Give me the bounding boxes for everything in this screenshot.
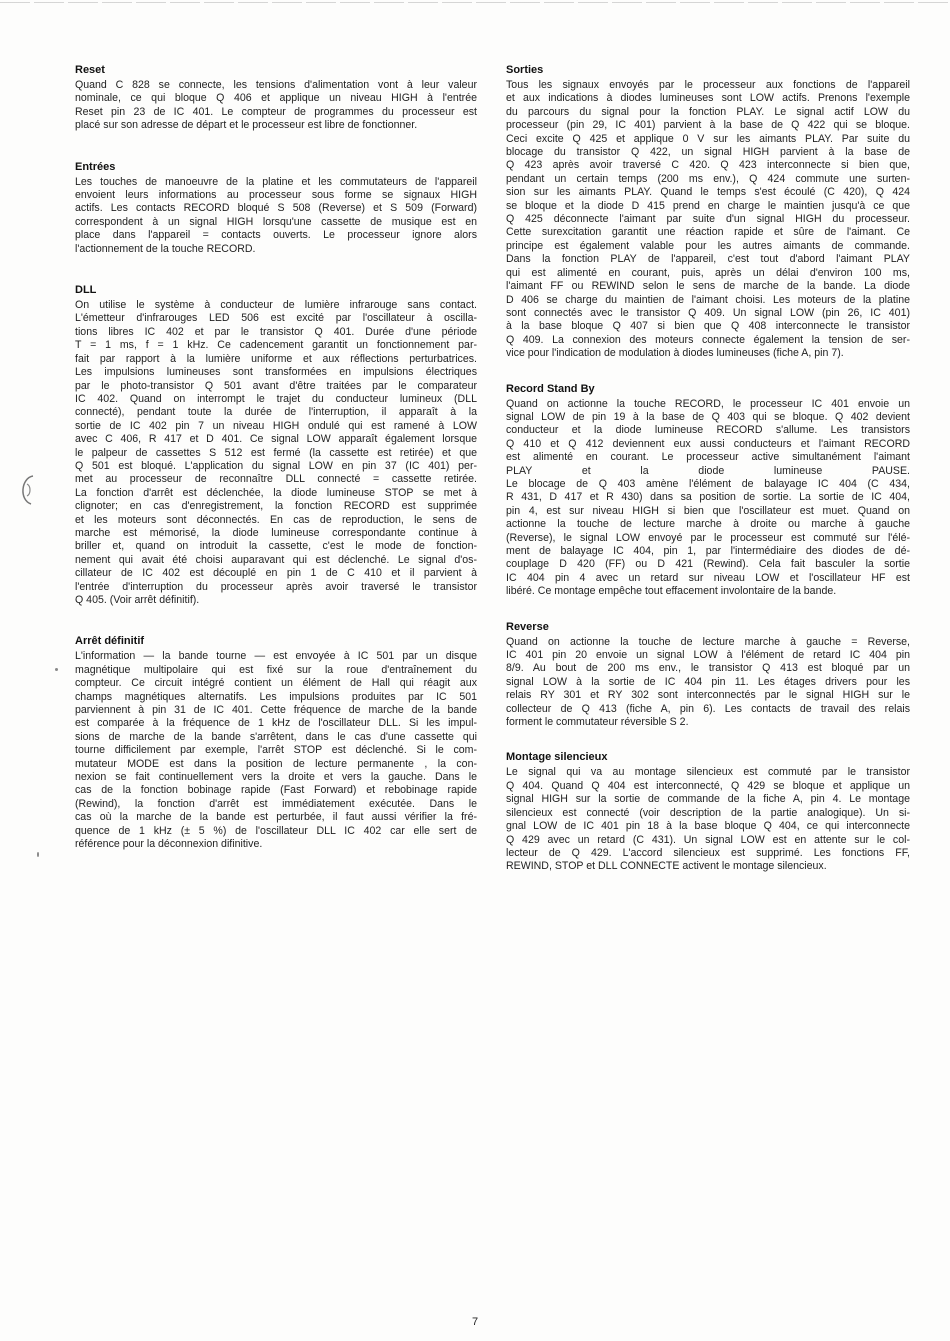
text-line: T = 1 ms, f = 1 kHz. Ce cadencement garantit un fonctionnement par- [75, 339, 477, 352]
text-line: IC 401 pin 20 envoie un signal LOW à l'élément de retard IC 404 pin [506, 649, 910, 662]
text-line: Q 404. Quand Q 404 est interconnecté, Q 429 se bloque et applique un [506, 779, 910, 792]
text-line: actifs. Les contacts RECORD bloqué S 508 (Reverse) et S 509 (Forward) [75, 202, 477, 215]
text-line: Cette surexcitation garantit une réaction rapide et sûre de l'aimant. Ce [506, 226, 910, 239]
scan-top-edge [0, 2, 950, 3]
text-line: mutateur MODE est dans la position de lecture permanente , la con- [75, 757, 477, 770]
section-title: Montage silencieux [506, 751, 608, 764]
text-line: (Rewind), la fonction d'arrêt est immédiatement exécutée. Dans le [75, 797, 477, 810]
text-line: l'entrée d'interruption du processeur après avoir traversé le transistor [75, 580, 477, 593]
text-line: principe est également valable pour les autres aimants de commande. [506, 239, 910, 252]
text-line: lecteur de Q 429. L'accord silencieux est supprimé. Les fonctions FF, [506, 846, 910, 859]
text-line: Q 429 avec un retard (C 431). Un signal LOW est en attente sur le col- [506, 833, 910, 846]
text-line: référence pour la déconnexion difinitive. [75, 838, 263, 851]
section-title: DLL [75, 284, 97, 297]
section-body [75, 176, 477, 256]
right-column [506, 64, 910, 874]
text-line: tions libres IC 402 et par le transistor Q 401. Durée d'une période [75, 325, 477, 338]
section-title: Reset [75, 64, 105, 76]
section-body [75, 299, 477, 607]
text-line: conducteur et la diode lumineuse RECORD s'allume. Les transistors [506, 424, 910, 437]
text-line: sion sur les aimants PLAY. Quand le temps s'est écoulé (C 420), Q 424 [506, 186, 910, 199]
text-line: Quand on actionne la touche RECORD, le processeur IC 401 envoie un [506, 397, 910, 410]
text-line: pendant un certain temps (200 ms env.), Q 424 commute une surten- [506, 172, 910, 185]
text-line: l'actionnement de la touche RECORD. [75, 242, 256, 255]
text-line: (Reverse), le signal LOW envoyé par le processeur est commuté sur l'élé- [506, 531, 910, 544]
text-line: Dans la fonction PLAY de l'appareil, c'est tout d'abord l'aimant PLAY [506, 253, 910, 266]
text-line: parviennent à pin 31 de IC 401. Cette fréquence de marche de la bande [75, 704, 477, 717]
text-line: IC 404 pin 4 avec un retard sur niveau LOW et l'oscillateur HF est [506, 571, 910, 584]
section-sorties [506, 64, 910, 361]
text-line: briller et, quand on introduit la cassette, c'est le mode de fonction- [75, 540, 477, 553]
section-montage-silencieux [506, 751, 910, 873]
section-dll [75, 284, 477, 607]
text-line: REWIND, STOP et DLL CONNECTE activent le montage silencieux. [506, 860, 827, 873]
text-line: gnal LOW de IC 401 pin 18 à la base bloque Q 404, ce qui interconnecte [506, 820, 910, 833]
text-line: 8/9. Au bout de 200 ms env., le transistor Q 413 est bloqué par un [506, 662, 910, 675]
text-line: envoient leurs informations au processeur sous forme se signaux HIGH [75, 189, 477, 202]
text-line: D 406 se charge du maintien de l'aimant choisi. Les moteurs de la platine [506, 293, 910, 306]
text-line: à la base bloque Q 407 si bien que Q 408 interconnecte le transistor [506, 320, 910, 333]
left-column [75, 64, 477, 852]
text-line: Quand on actionne la touche de lecture marche à gauche = Reverse, [506, 635, 910, 648]
text-line: Q 410 et Q 412 deviennent eux aussi conducteurs et l'aimant RECORD [506, 437, 910, 450]
section-body [506, 766, 910, 873]
text-line: L'information — la bande tourne — est envoyée à IC 501 par un disque [75, 650, 477, 663]
text-line: Le signal qui va au montage silencieux est commuté par le transistor [506, 766, 910, 779]
text-line: La fonction d'arrêt est déclenchée, la diode lumineuse STOP se met à [75, 486, 477, 499]
text-line: tourne difficilement par exemple, l'arrêt STOP est déclenché. Si le com- [75, 744, 477, 757]
text-line: sions de marche de la bande s'arrêtent, dans le cas d'une cassette qui [75, 730, 477, 743]
text-line: clignoter; en cas d'enregistrement, la fonction RECORD est supprimée [75, 500, 477, 513]
text-line: Q 501 est bloqué. L'application du signal LOW en pin 37 (IC 401) per- [75, 459, 477, 472]
text-line: Quand C 828 se connecte, les tensions d'alimentation vont à leur valeur [75, 79, 477, 91]
section-body [506, 398, 910, 599]
text-line: par le photo-transistor Q 501 avant d'être traitées par le comparateur [75, 379, 477, 392]
text-line: le palpeur de cassettes S 512 est fermé (la cassette est retirée) et que [75, 446, 477, 459]
text-line: signal HIGH sur la sortie de commande de la fiche A, pin 4. Le montage [506, 793, 910, 806]
text-line: marche est mémorisé, la diode lumineuse correspondante continue à [75, 526, 477, 539]
text-line: correspondent à un signal HIGH lorsqu'une cassette de musique est en [75, 215, 477, 228]
section-body [506, 636, 910, 730]
text-line: nement qui avait été choisi auparavant qui est déclenché. Le signal d'os- [75, 553, 477, 566]
text-line: Q 423 après avoir traversé C 420. Q 423 interconnecte si bien que, [506, 159, 910, 172]
scan-speck [37, 852, 39, 857]
text-line: ment de balayage IC 404, pin 1, par l'intermédiaire des diodes de dé- [506, 545, 910, 557]
text-line: Le blocage de Q 403 amène l'élément de balayage IC 404 (C 434, [506, 477, 910, 490]
text-line: libéré. Ce montage empêche tout effacement involontaire de la bande. [506, 585, 837, 598]
text-line: et les moteurs sont déconnectés. En cas de reproduction, le sens de [75, 513, 477, 526]
text-line: cillateur de IC 402 est découplé en pin 1 de C 410 et il parvient à [75, 567, 477, 580]
text-line: est comparée à la fréquence de 1 kHz de l'oscillateur DLL. Si les impul- [75, 717, 477, 730]
section-arret-definitif [75, 635, 477, 851]
section-entrees [75, 161, 477, 256]
section-record-stand-by [506, 383, 910, 599]
text-line: cas où la marche de la bande est perturbée, il faut aussi vérifier la fré- [75, 811, 477, 824]
text-line: Les impulsions lumineuses sont transformées en impulsions électriques [75, 366, 477, 379]
text-line: actionne la touche de lecture marche à droite ou marche à gauche [506, 518, 910, 531]
text-line: processeur (pin 29, IC 401) parvient à la base de Q 422 qui se bloque. [506, 119, 910, 132]
text-line: du parcours du signal pour la fonction PLAY. Le signal actif LOW du [506, 105, 910, 118]
text-line: couplage D 420 (FF) ou D 421 (Rewind). Cela fait basculer la sortie [506, 558, 910, 571]
text-line: sortie de IC 402 pin 7 un niveau HIGH ondulé qui est ramené à LOW [75, 419, 477, 432]
text-line: nexion se fait continuellement vers la droite et vers la gauche. Dans le [75, 771, 477, 784]
section-body [75, 650, 477, 851]
text-line: sont connectés avec le transistor Q 409. Un signal LOW (pin 26, IC 401) [506, 306, 910, 319]
text-line: quence de 1 kHz (± 5 %) de l'oscillateur DLL IC 402 car elle sert de [75, 824, 477, 837]
section-title: Entrées [75, 160, 116, 173]
section-title: Sorties [506, 64, 544, 76]
text-line: fait par rapport à la lumière uniforme et aux réflections perturbatrices. [75, 352, 477, 365]
text-line: Tous les signaux envoyés par le processeur aux fonctions de l'appareil [506, 79, 910, 91]
text-line: nominale, ce qui bloque Q 406 et applique un niveau HIGH à l'entrée [75, 92, 477, 105]
section-reverse [506, 621, 910, 730]
text-line: cas de la fonction bobinage rapide (Fast Forward) et rebobinage rapide [75, 784, 477, 797]
text-line: PLAY et la diode lumineuse PAUSE. [506, 464, 910, 477]
text-line: place dans l'appareil = contacts ouverts. Le processeur ignore alors [75, 229, 477, 242]
text-line: magnétique multipolaire qui est fixé sur la roue d'entraînement du [75, 663, 477, 676]
text-line: L'émetteur d'infrarouges LED 506 est excité par l'oscillateur à oscilla- [75, 312, 477, 325]
text-line: est alimenté en courant. Le processeur active simultanément l'aimant [506, 451, 910, 464]
text-line: compteur. Ce circuit intégré contient un élément de Hall qui réagit aux [75, 677, 477, 690]
section-title: Record Stand By [506, 382, 595, 395]
text-line: met au processeur de reconnaître DLL connecté = cassette retirée. [75, 473, 477, 486]
text-line: l'aimant FF ou REWIND selon le sens de marche de la bande. La diode [506, 280, 910, 293]
section-reset [75, 64, 477, 133]
text-line: Ceci excite Q 425 et applique 0 V sur les aimants PLAY. Par suite du [506, 132, 910, 145]
text-line: et aux indications à diodes lumineuses sont LOW actifs. Prenons l'exemple [506, 92, 910, 105]
section-title: Reverse [506, 620, 549, 633]
text-line: Les touches de manoeuvre de la platine et les commutateurs de l'appareil [75, 175, 477, 188]
text-line: Q 409. La connexion des moteurs connecte également la tension de ser- [506, 333, 910, 346]
text-line: Q 405. (Voir arrêt définitif). [75, 594, 200, 606]
text-line: Reset pin 23 de IC 401. Le compteur de programmes du processeur est [75, 105, 477, 118]
text-line: silencieux est connecté (voir description de la partie analogique). Un si- [506, 806, 910, 819]
text-line: IC 402. Quand on interrompt le trajet du conducteur lumineux (DLL [75, 392, 477, 405]
text-line: signal LOW à la sortie de IC 404 pin 11. Les étages drivers pour les [506, 675, 910, 688]
text-line: connecté), pendant toute la durée de l'interruption, il apparaît à la [75, 406, 477, 419]
text-line: R 431, D 417 et R 430) dans sa position de sortie. La sortie de IC 404, [506, 491, 910, 504]
text-line: collecteur de Q 413 (fiche A, pin 6). Les contacts de travail des relais [506, 702, 910, 715]
text-line: signal LOW de pin 19 à la base de Q 403 qui se bloque. Q 402 devient [506, 410, 910, 423]
text-line: champs magnétiques alternatifs. Les impulsions produites par IC 501 [75, 690, 477, 703]
text-line: blocage du transistor Q 422, un signal HIGH parvient à la base de [506, 146, 910, 159]
text-line: qui est alimenté en courant, puis, après un délai d'environ 100 ms, [506, 266, 910, 279]
text-line: placé sur son adresse de départ et le processeur est libre de fonctionner. [75, 119, 418, 132]
text-line: pin 4, est sur niveau HIGH si bien que l'oscillateur est muet. Quand on [506, 504, 910, 517]
text-line: se bloque et la diode D 415 prend en charge le maintien jusqu'à ce que [506, 199, 910, 212]
section-body [506, 79, 910, 361]
page-number: 7 [471, 1316, 479, 1328]
binder-hole-mark-icon [15, 470, 43, 510]
text-line: relais RY 301 et RY 302 sont interconnectés par le signal HIGH sur le [506, 689, 910, 702]
section-title: Arrêt définitif [75, 635, 145, 648]
text-line: avec C 406, R 417 et D 401. Ce signal LOW apparaît également lorsque [75, 433, 477, 446]
section-body [75, 79, 477, 133]
text-line: Q 425 déconnecte l'aimant par suite d'un signal HIGH du processeur. [506, 213, 910, 226]
text-line: forment le commutateur réversible S 2. [506, 716, 689, 729]
scan-speck [55, 668, 58, 671]
text-line: On utilise le système à conducteur de lumière infrarouge sans contact. [75, 299, 477, 312]
text-line: vice pour l'indication de modulation à diodes lumineuses (fiche A, pin 7). [506, 347, 844, 360]
